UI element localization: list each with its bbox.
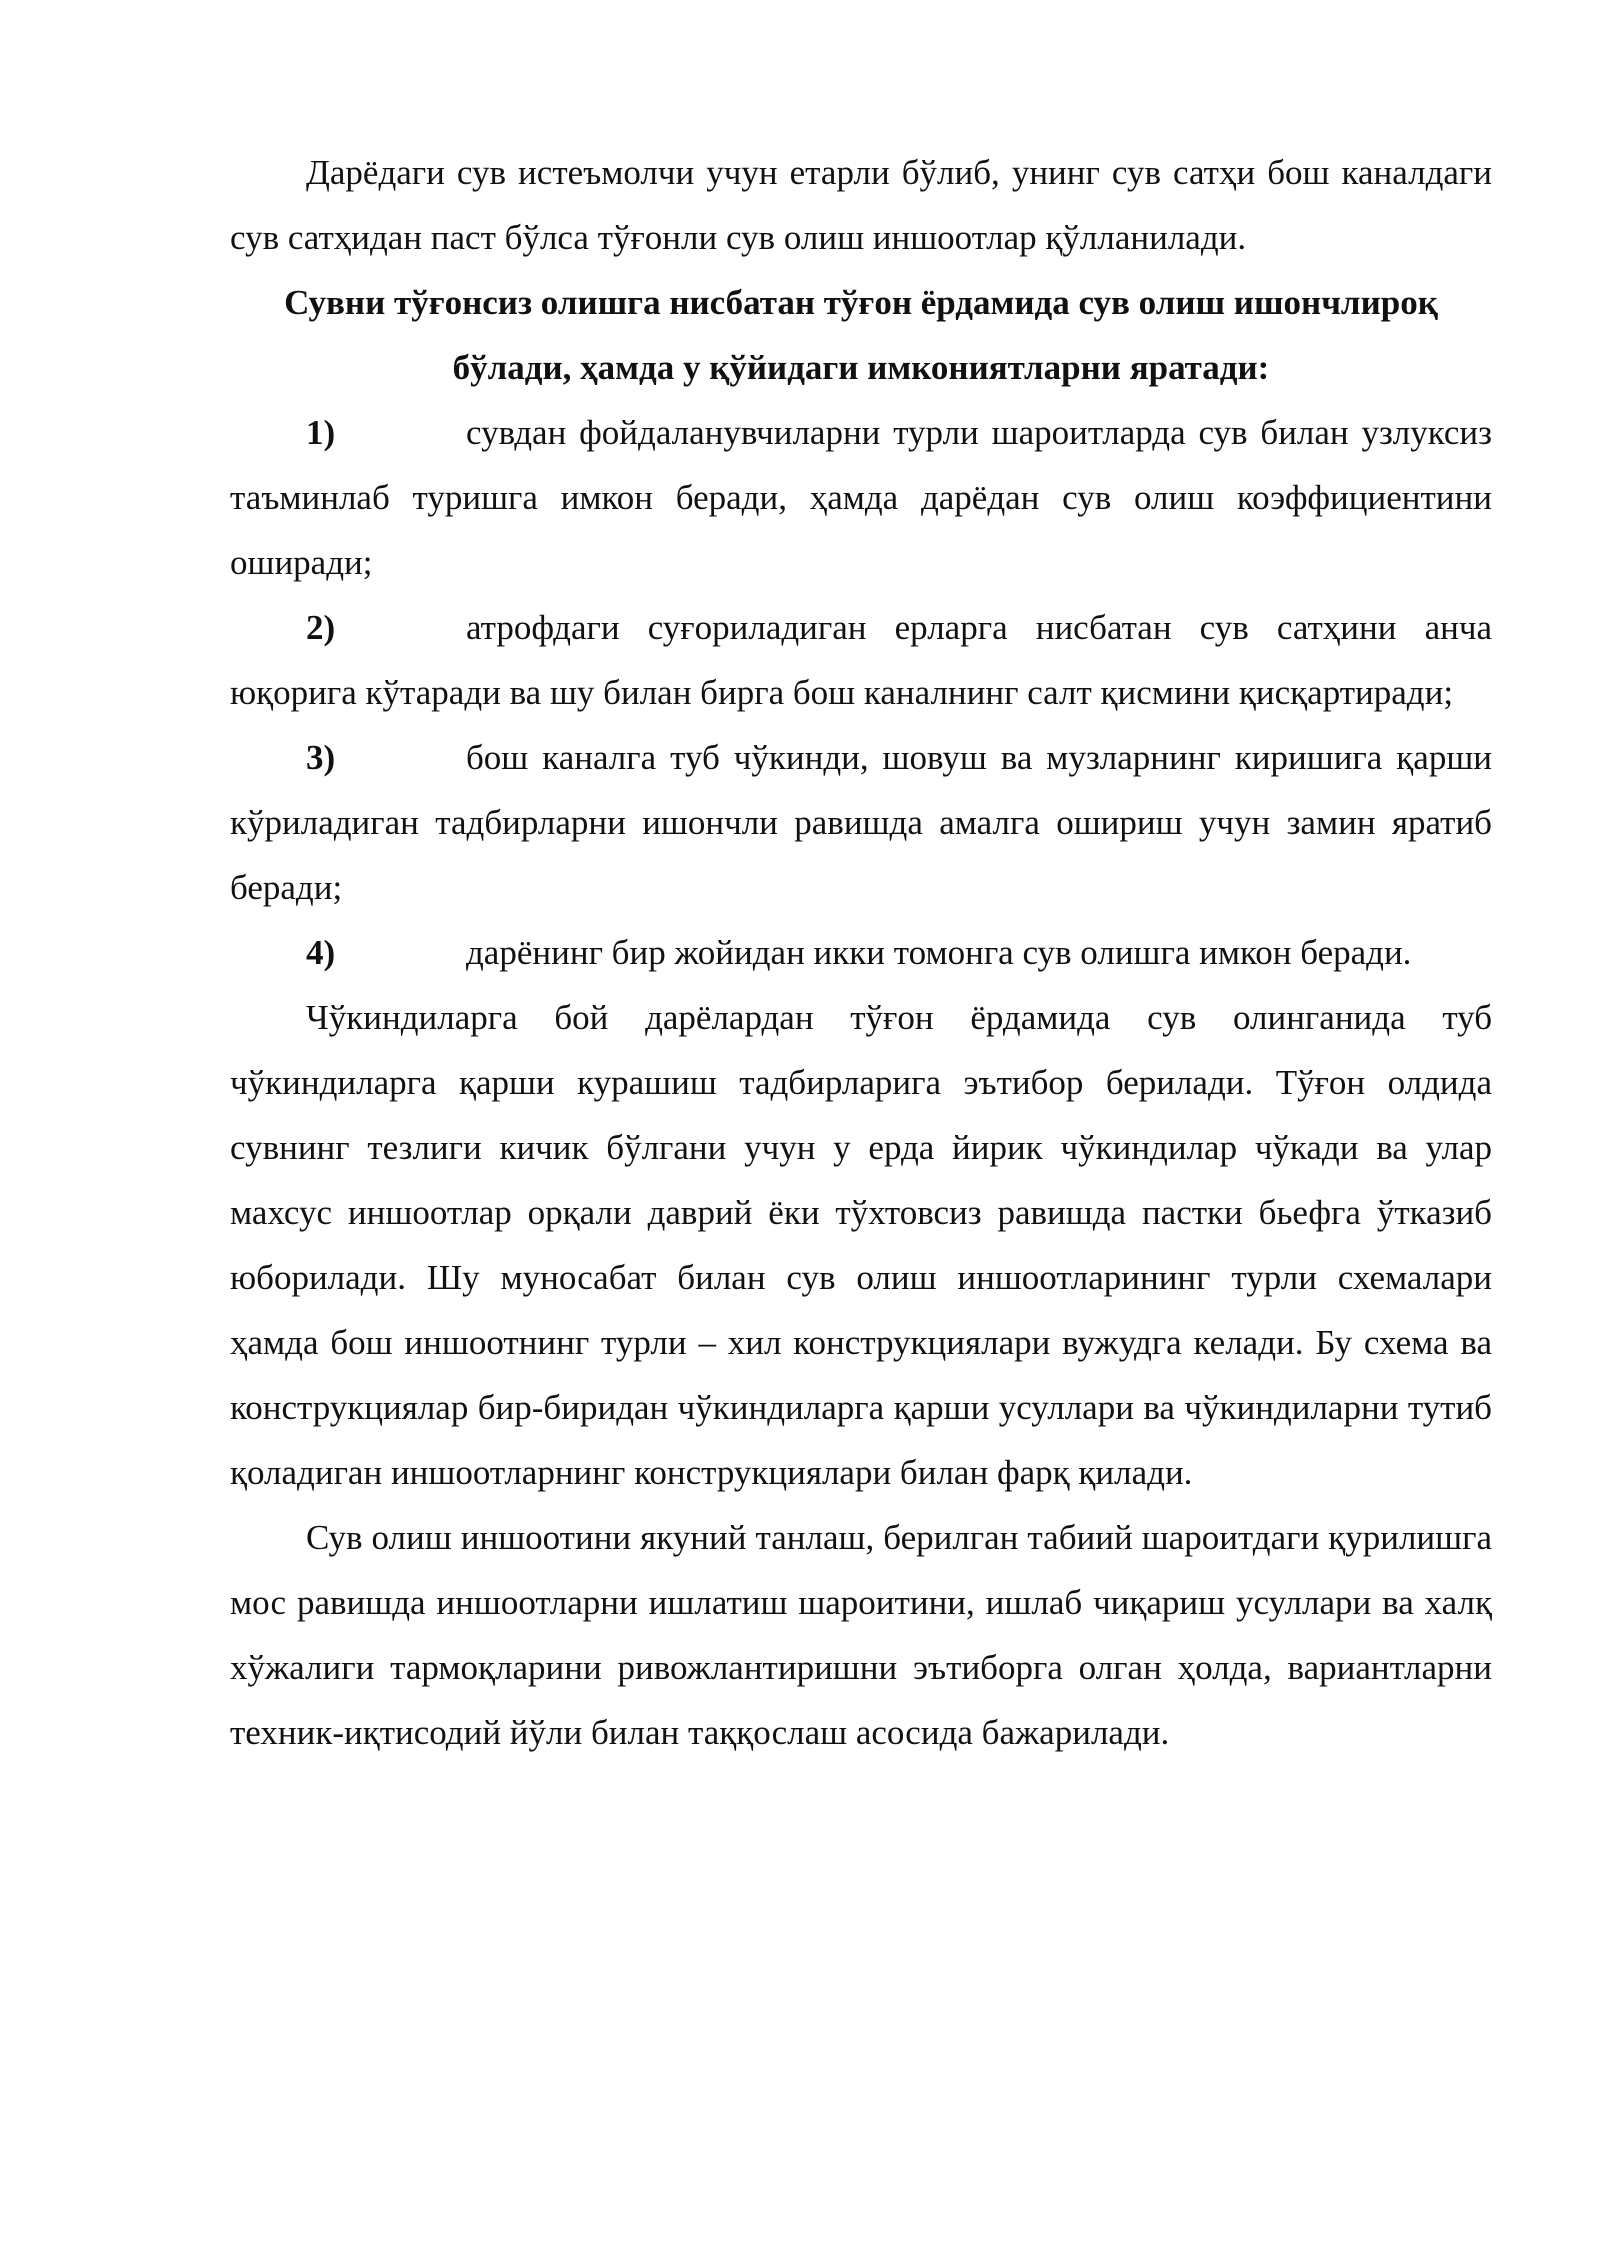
paragraph-intro: Дарёдаги сув истеъмолчи учун етарли бўлиб, унинг сув сатҳи бош каналдаги сув сатҳидан паст бўлса тўғонли сув олиш иншоотлар қўлланилади. <box>230 153 1492 257</box>
list-text: бош каналга туб чўкинди, шовуш ва музларнинг киришига қарши кўриладиган тадбирларни ишончли равишда амалга ошириш учун замин яратиб беради; <box>230 738 1492 907</box>
list-number: 1) <box>306 413 336 452</box>
list-item-3 <box>230 725 1492 920</box>
document-page <box>230 140 1492 1765</box>
list-text: атрофдаги суғориладиган ерларга нисбатан сув сатҳини анча юқорига кўтаради ва шу билан бирга бош каналнинг салт қисмини қисқартиради; <box>230 608 1492 712</box>
list-number: 4) <box>306 933 336 972</box>
section-heading: Сувни тўғонсиз олишга нисбатан тўғон ёрдамида сув олиш ишончлироқ бўлади, ҳамда у қўйидаги имкониятларни яратади: <box>284 283 1438 387</box>
list-number: 3) <box>306 738 336 777</box>
paragraph-sediment: Чўкиндиларга бой дарёлардан тўғон ёрдамида сув олинганида туб чўкиндиларга қарши курашиш тадбирларига эътибор берилади. Тўғон олдида сувнинг тезлиги кичик бўлгани учун у ерда йирик чўкиндилар чўкади ва улар махсус иншоотлар орқали даврий ёки тўхтовсиз равишда пастки бьефга ўтказиб юборилади. Шу муносабат билан сув олиш иншоотларининг турли схемалари ҳамда бош иншоотнинг турли – хил конструкциялари вужудга келади. Бу схема ва конструкциялар бир-биридан чўкиндиларга қарши усуллари ва чўкиндиларни тутиб қоладиган иншоотларнинг конструкциялари билан фарқ қилади. <box>230 998 1492 1492</box>
list-item-1 <box>230 400 1492 595</box>
list-number: 2) <box>306 608 336 647</box>
list-text: сувдан фойдаланувчиларни турли шароитларда сув билан узлуксиз таъминлаб туришга имкон беради, ҳамда дарёдан сув олиш коэффициентини оширади; <box>230 413 1492 582</box>
list-item-2 <box>230 595 1492 725</box>
list-item-4 <box>230 920 1492 985</box>
paragraph-selection: Сув олиш иншоотини якуний танлаш, берилган табиий шароитдаги қурилишга мос равишда иншоотларни ишлатиш шароитини, ишлаб чиқариш усуллари ва халқ хўжалиги тармоқларини ривожлантиришни эътиборга олган ҳолда, вариантларни техник-иқтисодий йўли билан таққослаш асосида бажарилади. <box>230 1518 1492 1752</box>
list-text: дарёнинг бир жойидан икки томонга сув олишга имкон беради. <box>466 933 1412 972</box>
